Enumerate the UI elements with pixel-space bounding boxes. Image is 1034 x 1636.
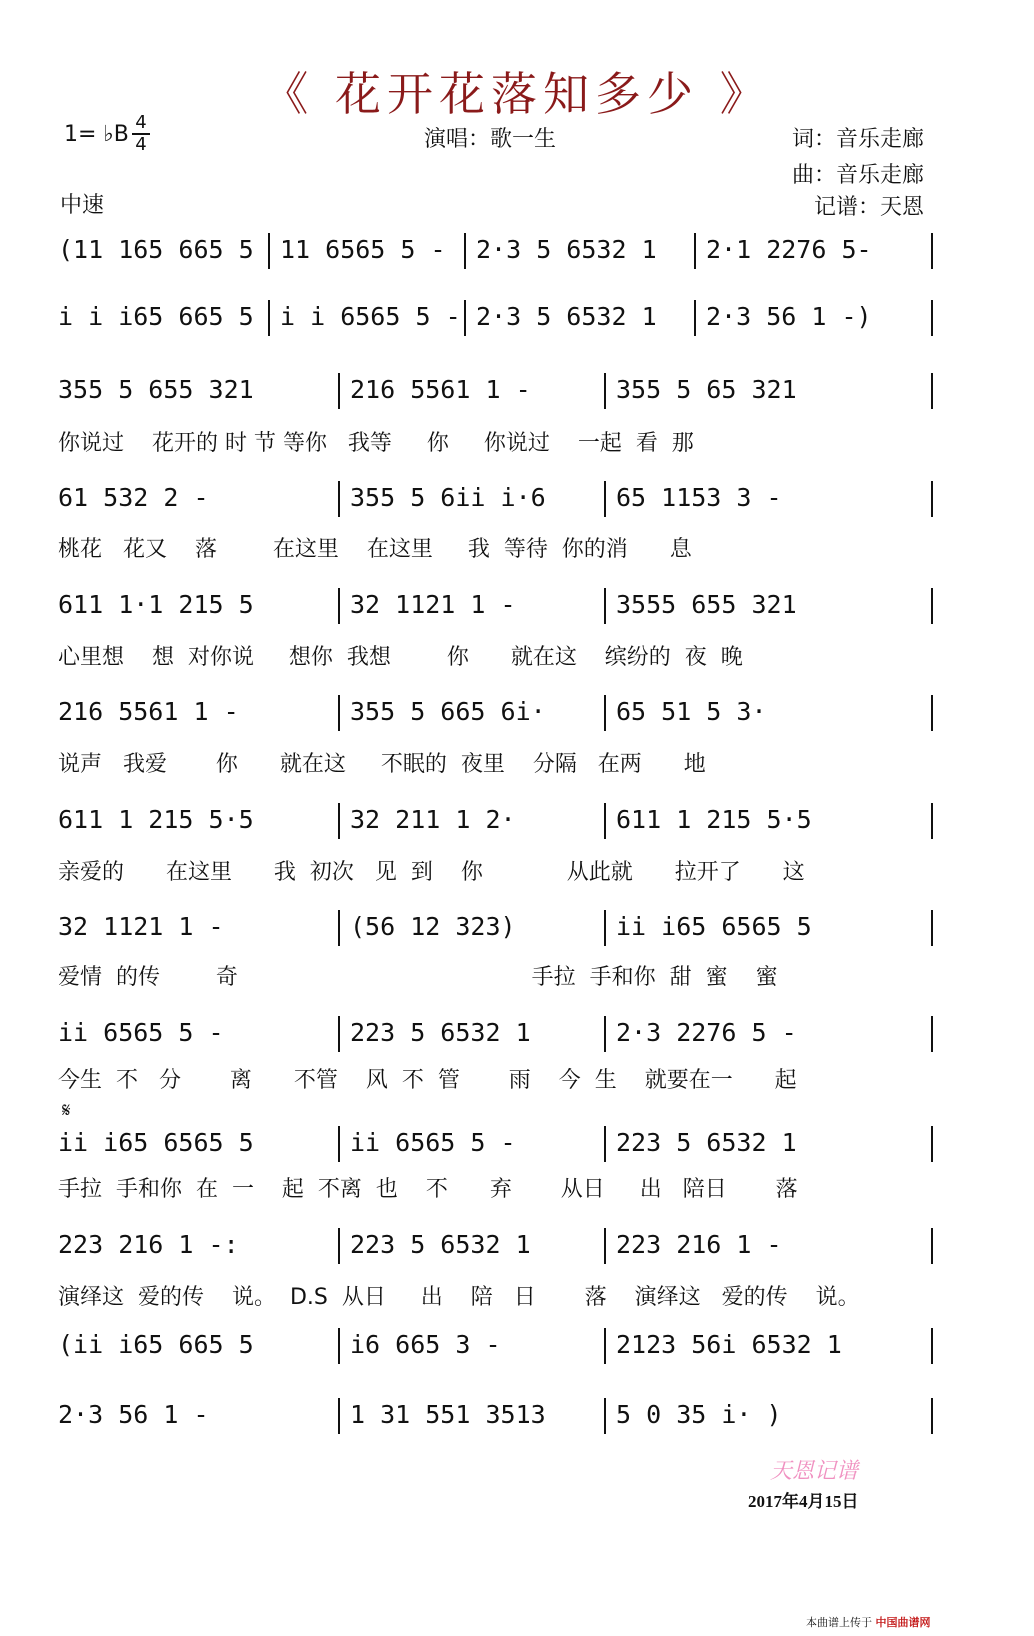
lyric-line: 今生 不 分 离 不管 风 不 管 雨 今 生 就要在一 起 [58,1068,797,1093]
measure-notes: 355 5 65 321 [616,375,797,404]
bar-line [464,300,466,336]
bar-line [338,695,340,731]
bar-line [694,300,696,336]
measure-notes: 65 1153 3 - [616,483,782,512]
measure-notes: 2·3 5 6532 1 [476,302,657,331]
bar-line [338,1398,340,1434]
measure-notes: ii i65 6565 5 [58,1128,254,1157]
measure-notes: 32 1121 1 - [58,912,224,941]
bar-line [268,233,270,269]
bar-line [604,1228,606,1264]
measure-notes: ii 6565 5 - [58,1018,224,1047]
bar-line [338,1328,340,1364]
footer-text: 本曲谱上传于 [806,1616,872,1629]
measure-notes: 2·3 5 6532 1 [476,235,657,264]
bar-line [931,910,933,946]
transcriber: 记谱：天恩 [813,195,924,220]
measure-notes: 5 0 35 i· ) [616,1400,782,1429]
bar-line [931,803,933,839]
bar-line [931,695,933,731]
bar-line [931,300,933,336]
lyric-line: 爱情 的传 奇 手拉 手和你 甜 蜜 蜜 [58,965,778,990]
bar-line [931,1398,933,1434]
segno-mark: 𝄋 [62,1098,71,1122]
measure-notes: 216 5561 1 - [58,697,239,726]
bar-line [338,910,340,946]
lyric-line: 桃花 花又 落 在这里 在这里 我 等待 你的消 息 [58,537,692,562]
measure-notes: 223 5 6532 1 [616,1128,797,1157]
meter-bottom: 4 [135,134,147,155]
measure-notes: 355 5 665 6i· [350,697,546,726]
measure-notes: 2·3 56 1 - [58,1400,209,1429]
measure-notes: 61 532 2 - [58,483,209,512]
measure-notes: 2·3 2276 5 - [616,1018,797,1047]
measure-notes: (56 12 323) [350,912,516,941]
bar-line [931,1228,933,1264]
meter-top: 4 [135,112,147,133]
measure-notes: 611 1·1 215 5 [58,590,254,619]
bar-line [604,481,606,517]
bar-line [464,233,466,269]
bar-line [931,1126,933,1162]
bar-line [604,910,606,946]
lyricist: 词：音乐走廊 [791,127,924,152]
measure-notes: ii 6565 5 - [350,1128,516,1157]
lyric-line: 演绎这 爱的传 说。 D.S 从日 出 陪 日 落 演绎这 爱的传 说。 [58,1285,860,1310]
measure-notes: 355 5 6ii i·6 [350,483,546,512]
measure-notes: 1 31 551 3513 [350,1400,546,1429]
bar-line [338,1126,340,1162]
bar-line [338,373,340,409]
bar-line [338,803,340,839]
bar-line [931,233,933,269]
measure-notes: 223 216 1 - [616,1230,782,1259]
bar-line [604,373,606,409]
bar-line [604,1328,606,1364]
bar-line [604,695,606,731]
bar-line [338,588,340,624]
lyric-line: 说声 我爱 你 就在这 不眠的 夜里 分隔 在两 地 [58,752,706,777]
lyric-line: 你说过 花开的 时 节 等你 我等 你 你说过 一起 看 那 [58,431,694,456]
measure-notes: 223 5 6532 1 [350,1018,531,1047]
measure-notes: 223 5 6532 1 [350,1230,531,1259]
measure-notes: 223 216 1 -: [58,1230,239,1259]
bar-line [931,1328,933,1364]
measure-notes: (11 165 665 5 [58,235,254,264]
measure-notes: 216 5561 1 - [350,375,531,404]
measure-notes: i i i65 665 5 [58,302,254,331]
score-title: 《 花开花落知多少 》 [262,67,772,121]
lyric-line: 心里想 想 对你说 想你 我想 你 就在这 缤纷的 夜 晚 [58,645,743,670]
measure-notes: 3555 655 321 [616,590,797,619]
bar-line [604,803,606,839]
measure-notes: 2·3 56 1 -) [706,302,872,331]
bar-line [338,1016,340,1052]
bar-line [604,588,606,624]
measure-notes: 611 1 215 5·5 [616,805,812,834]
measure-notes: 2·1 2276 5- [706,235,872,264]
measure-notes: 65 51 5 3· [616,697,767,726]
measure-notes: 32 1121 1 - [350,590,516,619]
measure-notes: 11 6565 5 - [280,235,446,264]
score-date: 2017年4月15日 [748,1492,859,1511]
measure-notes: ii i65 6565 5 [616,912,812,941]
bar-line [931,1016,933,1052]
key-signature: 1= ♭B [64,122,129,147]
measure-notes: i6 665 3 - [350,1330,501,1359]
footer-site: 中国曲谱网 [875,1616,931,1629]
bar-line [694,233,696,269]
bar-line [604,1126,606,1162]
measure-notes: 355 5 655 321 [58,375,254,404]
transcriber-stamp: 天恩记谱 [770,1459,859,1484]
bar-line [268,300,270,336]
bar-line [338,481,340,517]
bar-line [604,1398,606,1434]
upload-footer [806,1614,931,1630]
bar-line [931,373,933,409]
bar-line [338,1228,340,1264]
measure-notes: i i 6565 5 - [280,302,461,331]
lyric-line: 亲爱的 在这里 我 初次 见 到 你 从此就 拉开了 这 [58,860,805,885]
bar-line [931,588,933,624]
measure-notes: (ii i65 665 5 [58,1330,254,1359]
time-signature [132,114,150,154]
singer: 演唱：歌一生 [424,127,557,152]
measure-notes: 32 211 1 2· [350,805,516,834]
bar-line [931,481,933,517]
composer: 曲：音乐走廊 [791,163,924,188]
lyric-line: 手拉 手和你 在 一 起 不离 也 不 弃 从日 出 陪日 落 [58,1177,798,1202]
measure-notes: 2123 56i 6532 1 [616,1330,842,1359]
bar-line [604,1016,606,1052]
measure-notes: 611 1 215 5·5 [58,805,254,834]
tempo-marking: 中速 [60,193,105,218]
